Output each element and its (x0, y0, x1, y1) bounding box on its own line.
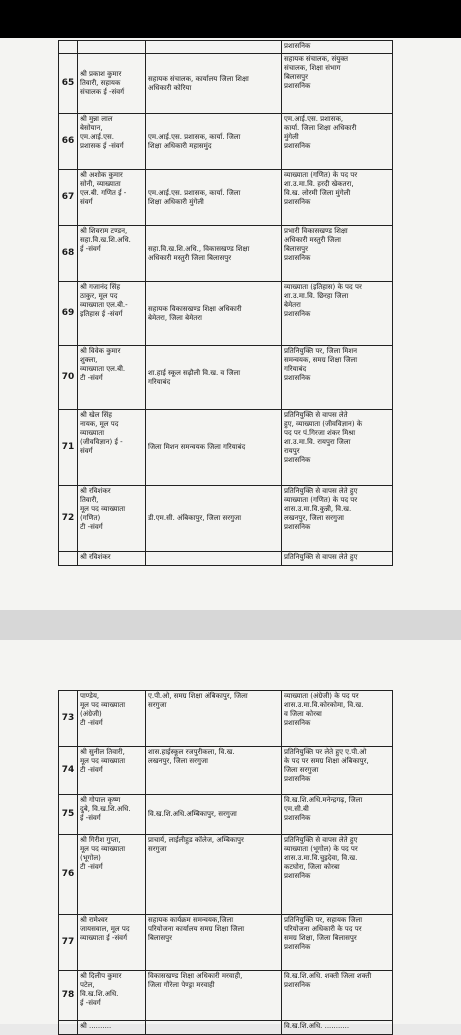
employee-name: श्री सुनील तिवारी, मूल पद व्याख्याता टी -संवर्ग (78, 747, 146, 794)
row-number: 72 (59, 486, 78, 551)
table-row (59, 915, 393, 971)
employee-name: श्री रामेश्वर जायसवाल, मूल पद व्याख्याता ई -संवर्ग (78, 915, 146, 970)
current-posting: सहायक विकासखण्ड शिक्षा अधिकारी बेमेतरा, जिला बेमेतरा (146, 282, 282, 345)
table-row (59, 410, 393, 486)
row-number (59, 41, 78, 53)
current-posting: शा.हाई स्कूल सढ़ौली वि.ख. व जिला गरियाबंद (146, 346, 282, 409)
current-posting: एम.आई.एस. प्रशासक, कार्या. जिला शिक्षा अधिकारी मुंगेली (146, 170, 282, 225)
employee-name: श्री गजानंद सिंह ठाकुर, मूल पद व्याख्याता एल.बी.- इतिहास ई -संवर्ग (78, 282, 146, 345)
new-posting: व्याख्याता (अंग्रेजी) के पद पर शास.उ.मा.वि.कोरकोमा, वि.ख. व जिला कोरबा प्रशासनिक (282, 691, 393, 746)
employee-name: श्री रविशंकर तिवारी, मूल पद व्याख्याता (गणित) टी -संवर्ग (78, 486, 146, 551)
table-row (59, 282, 393, 346)
table-row (59, 41, 393, 54)
new-posting: प्रभारी विकासखण्ड शिक्षा अधिकारी मस्तुरी जिला बिलासपुर प्रशासनिक (282, 226, 393, 281)
new-posting: प्रतिनियुक्ति से वापस लेते हुए (282, 552, 393, 565)
current-posting (146, 1021, 282, 1034)
transfer-table-2 (58, 690, 393, 1035)
table-row (59, 971, 393, 1021)
employee-name: श्री .......... (78, 1021, 146, 1034)
row-number: 71 (59, 410, 78, 485)
row-number: 78 (59, 971, 78, 1020)
current-posting: शास.हाईस्कूल रजपुरीकला, वि.ख. लखनपुर, जिला सरगुजा (146, 747, 282, 794)
employee-name: श्री प्रकाश कुमार तिवारी, सहायक संचालक ई -संवर्ग (78, 54, 146, 113)
table-row (59, 835, 393, 915)
row-number: 77 (59, 915, 78, 970)
new-posting: प्रतिनियुक्ति से वापस लेते हुए, व्याख्याता (जीवविज्ञान) के पद पर पं.गिरजा शंकर मिश्रा शा.उ.मा.वि. रायपुरा जिला रायपुर प्रशासनिक (282, 410, 393, 485)
employee-name: श्री विवेक कुमार शुक्ला, व्याख्याता एल.बी. टी -संवर्ग (78, 346, 146, 409)
new-posting: व्याख्याता (इतिहास) के पद पर शा.उ.मा.वि. छिरहा जिला बेमेतरा प्रशासनिक (282, 282, 393, 345)
current-posting: सहायक कार्यक्रम समन्वयक,जिला परियोजना कार्यालय समग्र शिक्षा जिला बिलासपुर (146, 915, 282, 970)
row-number: 75 (59, 795, 78, 834)
table-row (59, 346, 393, 410)
new-posting: प्रतिनियुक्ति से वापस लेते हुए व्याख्याता (भूगोल) के पद पर शास.उ.मा.वि.चुइदेवा, वि.ख. कटघोरा, जिला कोरबा प्रशासनिक (282, 835, 393, 914)
transfer-table-1 (58, 40, 393, 566)
current-posting: प्राचार्य, लाईलीहुड कॉलेज, अम्बिकापुर सरगुजा (146, 835, 282, 914)
employee-name: श्री खेल सिंह नायक, मूल पद व्याख्याता (जीवविज्ञान) ई - संवर्ग (78, 410, 146, 485)
employee-name: श्री दिलीप कुमार पटेल, वि.ख.शि.अधि. ई -संवर्ग (78, 971, 146, 1020)
current-posting (146, 41, 282, 53)
employee-name: श्री मुन्ना लाल बेसोयान, एम.आई.एस. प्रशासक ई -संवर्ग (78, 114, 146, 169)
new-posting: व्याख्याता (गणित) के पद पर शा.उ.मा.वि. हरदी खेकतरा, वि.ख. लोरमी जिला मुंगेली प्रशासनिक (282, 170, 393, 225)
employee-name (78, 41, 146, 53)
current-posting: विकासखण्ड शिक्षा अधिकारी मरवाही, जिला गौरेला पेण्ड्रा मरवाही (146, 971, 282, 1020)
employee-name: पाण्डेय, मूल पद व्याख्याता (अंग्रेजी) टी -संवर्ग (78, 691, 146, 746)
employee-name: श्री रविशंकर (78, 552, 146, 565)
current-posting: एम.आई.एस. प्रशासक, कार्या. जिला शिक्षा अधिकारी महासमुंद (146, 114, 282, 169)
new-posting: प्रतिनियुक्ति पर, जिला मिशन समन्वयक, समग्र शिक्षा जिला गरियाबंद प्रशासनिक (282, 346, 393, 409)
new-posting: वि.ख.शि.अधि. ........... (282, 1021, 393, 1034)
new-posting: वि.ख.शि.अधि. शक्ती जिला शक्ती प्रशासनिक (282, 971, 393, 1020)
table-row (59, 170, 393, 226)
current-posting: सहा.वि.ख.शि.अधि., विकासखण्ड शिक्षा अधिकारी मस्तुरी जिला बिलासपुर (146, 226, 282, 281)
current-posting (146, 552, 282, 565)
table-row (59, 114, 393, 170)
row-number: 69 (59, 282, 78, 345)
document-page-2 (0, 640, 461, 1030)
top-black-bar (0, 0, 461, 38)
new-posting: सहायक संचालक, संयुक्त संचालक, शिक्षा संभाग बिलासपुर प्रशासनिक (282, 54, 393, 113)
row-number: 66 (59, 114, 78, 169)
table-row (59, 691, 393, 747)
table-row (59, 795, 393, 835)
new-posting: प्रतिनियुक्ति पर लेते हुए ए.पी.ओ के पद पर समग्र शिक्षा अंबिकापुर, जिला सरगुजा प्रशासनिक (282, 747, 393, 794)
employee-name: श्री अशोक कुमार सोनी, व्याख्याता एल.बी. गणित ई - संवर्ग (78, 170, 146, 225)
current-posting: जिला मिशन समन्वयक जिला गरियाबंद (146, 410, 282, 485)
table-row (59, 1021, 393, 1035)
page-gap (0, 610, 461, 640)
new-posting: प्रशासनिक (282, 41, 393, 53)
current-posting: वि.ख.शि.अधि.अम्बिकापुर, सरगुजा (146, 795, 282, 834)
current-posting: सहायक संचालक, कार्यालय जिला शिक्षा अधिकारी कोरिया (146, 54, 282, 113)
employee-name: श्री गिरीश गुप्ता, मूल पद व्याख्याता (भूगोल) टी -संवर्ग (78, 835, 146, 914)
current-posting: डी.एम.सी. अंबिकापुर, जिला सरगुजा (146, 486, 282, 551)
current-posting: ए.पी.ओ, समग्र शिक्षा अंबिकापुर, जिला सरगुजा (146, 691, 282, 746)
row-number: 73 (59, 691, 78, 746)
row-number (59, 552, 78, 565)
row-number: 65 (59, 54, 78, 113)
employee-name: श्री शिवराम टण्डन, सहा.वि.ख.शि.अधि. ई -संवर्ग (78, 226, 146, 281)
table-row (59, 747, 393, 795)
new-posting: वि.ख.शि.अधि.मनेन्द्रगढ़, जिला एम.सी.बी प्रशासनिक (282, 795, 393, 834)
row-number: 74 (59, 747, 78, 794)
document-page-1 (0, 38, 461, 610)
table-row (59, 226, 393, 282)
row-number (59, 1021, 78, 1034)
table-row (59, 54, 393, 114)
table-row (59, 486, 393, 552)
row-number: 70 (59, 346, 78, 409)
new-posting: एम.आई.एस. प्रशासक, कार्या. जिला शिक्षा अधिकारी मुंगेली प्रशासनिक (282, 114, 393, 169)
table-row (59, 552, 393, 566)
row-number: 67 (59, 170, 78, 225)
new-posting: प्रतिनियुक्ति से वापस लेते हुए व्याख्याता (गणित) के पद पर शास.उ.मा.वि.कुन्नी, वि.ख. लखनपुर, जिला सरगुजा प्रशासनिक (282, 486, 393, 551)
row-number: 76 (59, 835, 78, 914)
new-posting: प्रतिनियुक्ति पर, सहायक जिला परियोजना अधिकारी के पद पर समग्र शिक्षा, जिला बिलासपुर प्रशासनिक (282, 915, 393, 970)
employee-name: श्री गोपाल कृष्ण दुबे, वि.ख.शि.अधि. ई -संवर्ग (78, 795, 146, 834)
row-number: 68 (59, 226, 78, 281)
